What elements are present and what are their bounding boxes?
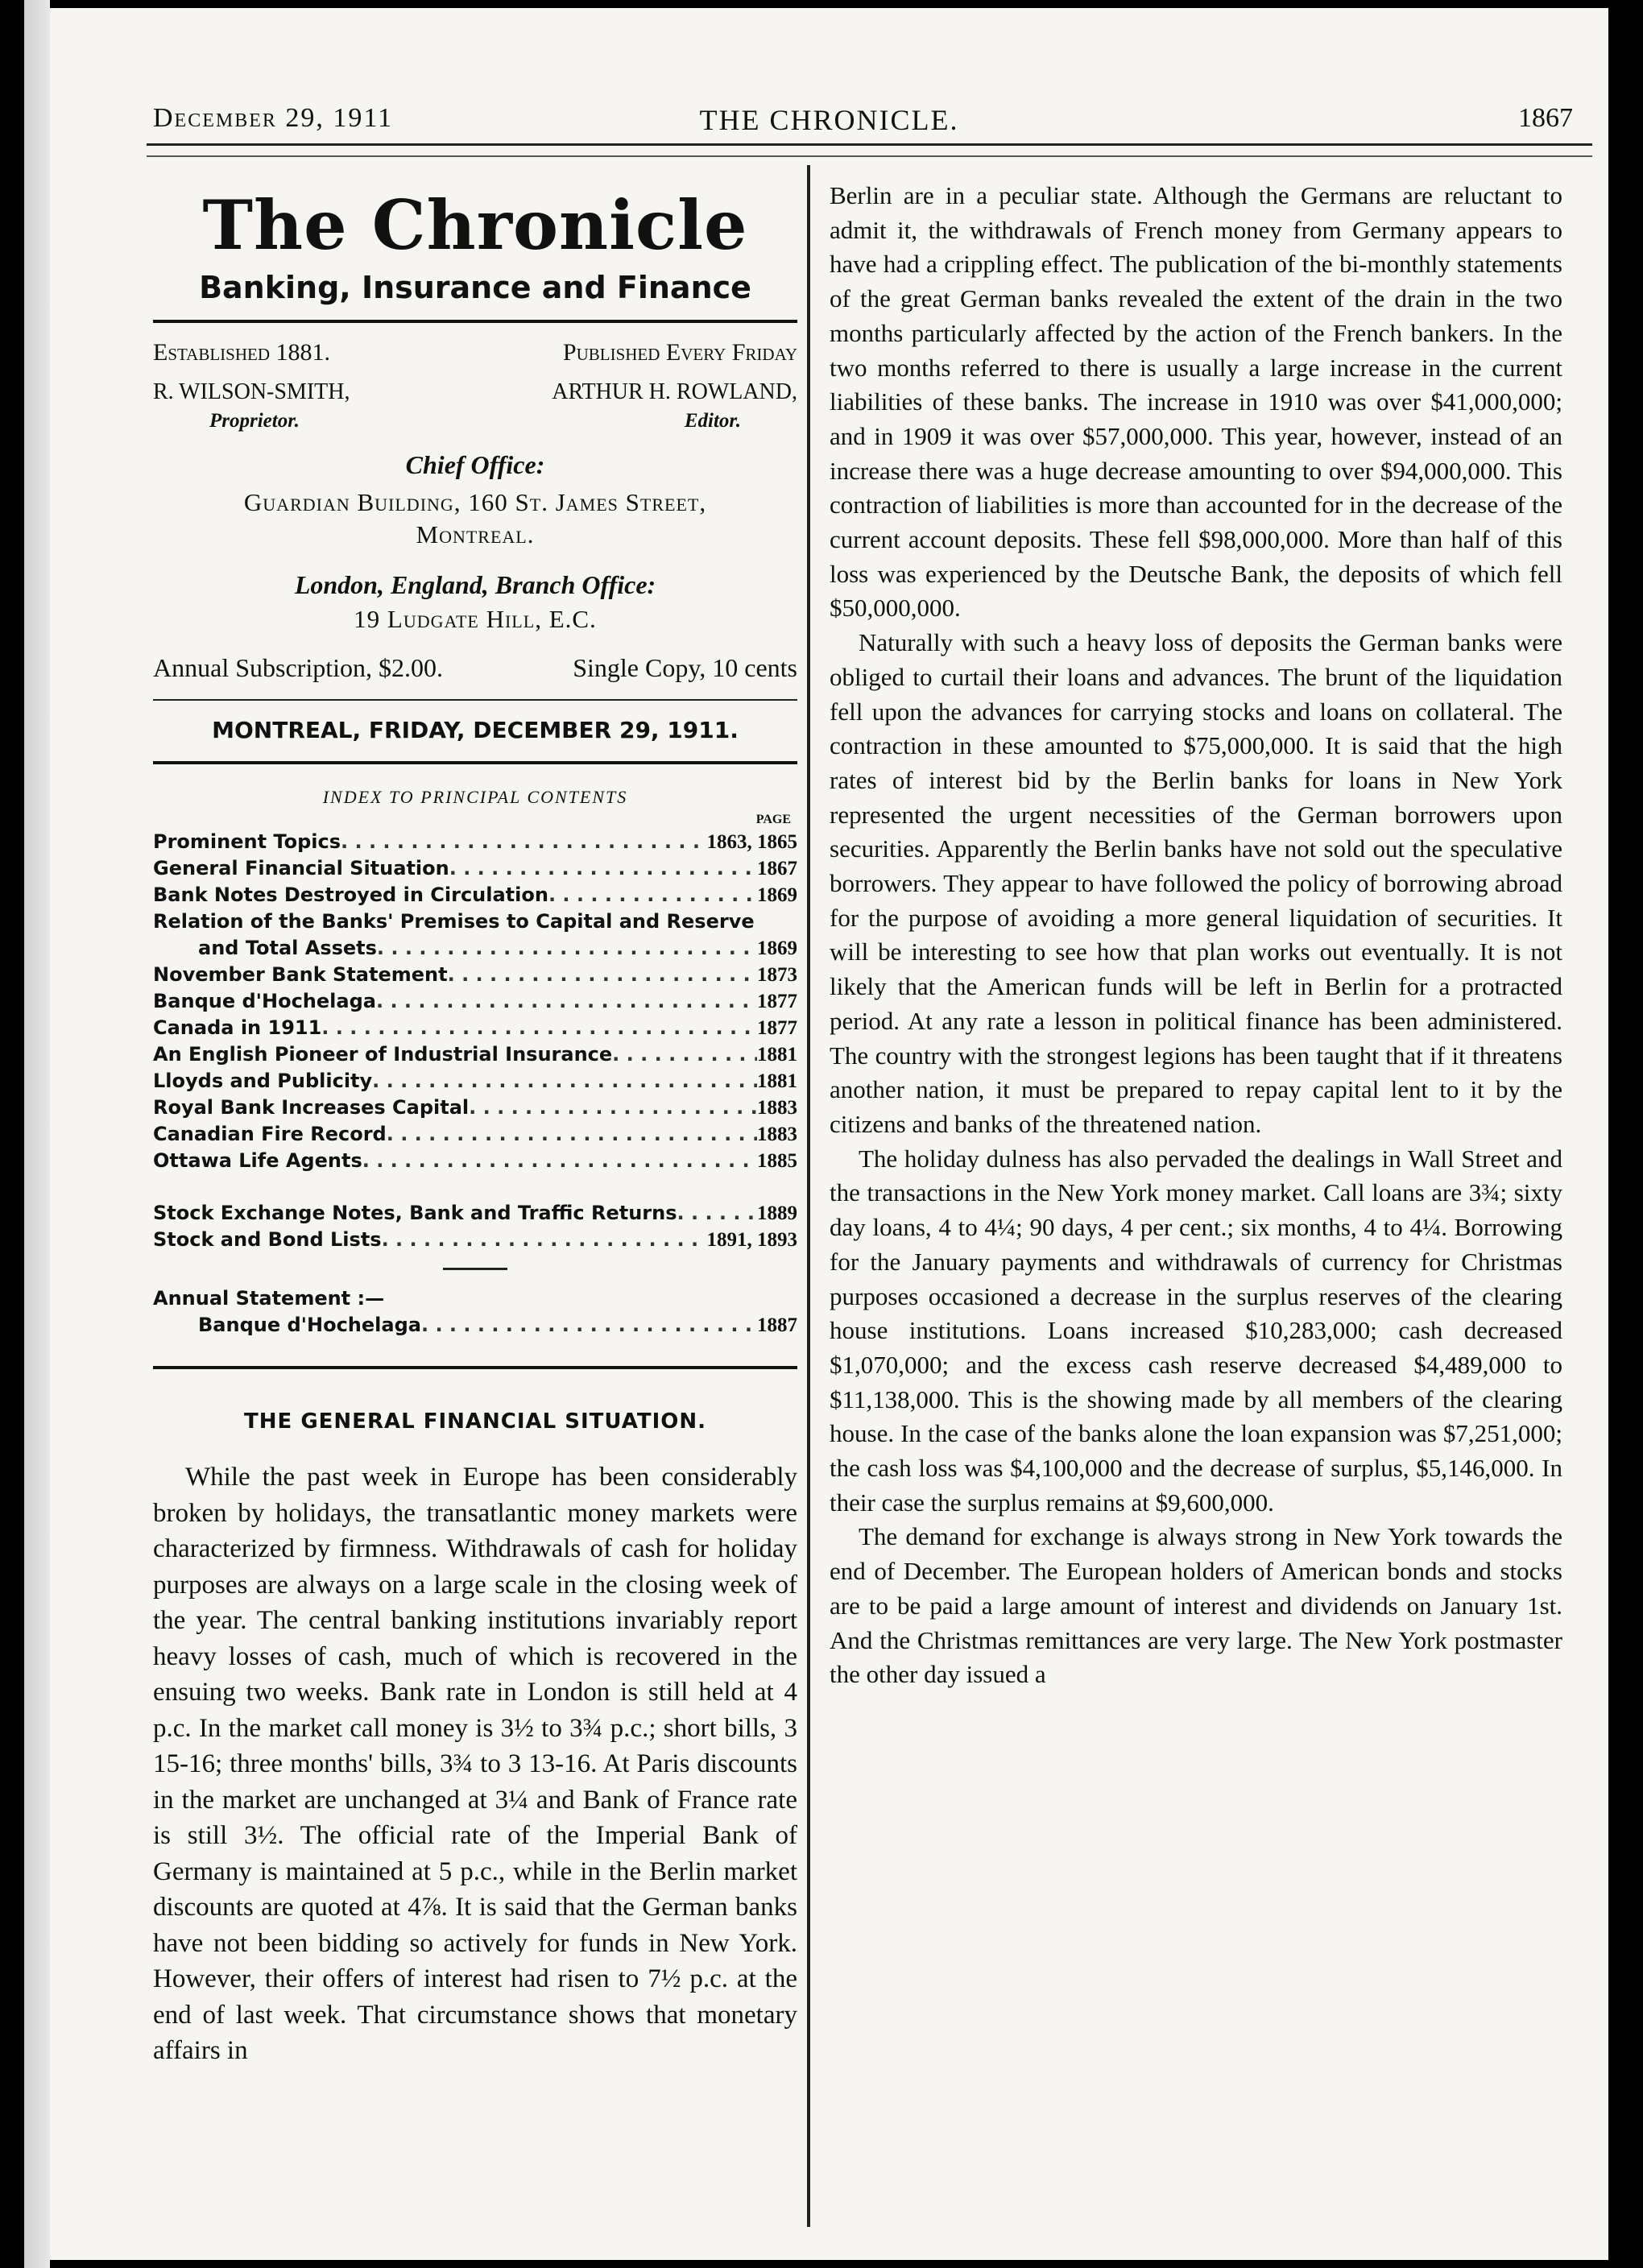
- article-paragraph: While the past week in Europe has been considerably broken by holidays, the transatlantic money markets were characterized by firmness. Withdrawals of cash for holiday purposes are always on a large scale in the closing week of the year. The central banking institutions invariably report heavy losses of cash, much of which is recovered in the ensuing two weeks. Bank rate in London is still held at 4 p.c. In the market call money is 3½ to 3¾ p.c.; short bills, 3 15-16; three months' bills, 3¾ to 3 13-16. At Paris discounts in the market are unchanged at 3¼ and Bank of France rate is still 3½. The official rate of the Imperial Bank of Germany is maintained at 5 p.c., while in the Berlin market discounts are quoted at 4⅞. It is said that the German banks have not been bidding so actively for funds in New York. However, their offers of interest had risen to 7½ p.c. at the end of last week. That circumstance shows that monetary affairs in: [153, 1463, 797, 2065]
- established: Established 1881.: [153, 339, 330, 366]
- index-entry-title: Royal Bank Increases Capital: [153, 1096, 470, 1119]
- left-column: [153, 169, 797, 2069]
- masthead-rule: [153, 320, 797, 323]
- index-entry-title: Banque d'Hochelaga: [153, 990, 376, 1012]
- index-entry-page: 1869: [757, 884, 797, 906]
- masthead-title: The Chronicle: [202, 185, 748, 265]
- index-entry-title: Bank Notes Destroyed in Circulation: [153, 884, 548, 906]
- index-entry-page: 1891, 1893: [706, 1229, 797, 1251]
- annual-entry-title: Banque d'Hochelaga: [198, 1314, 421, 1336]
- single-copy-price: Single Copy, 10 cents: [573, 653, 797, 682]
- editor-role: Editor.: [684, 410, 741, 432]
- chief-office-address: Guardian Building, 160 St. James Street,: [243, 488, 707, 516]
- dateline: MONTREAL, FRIDAY, DECEMBER 29, 1911.: [212, 717, 739, 743]
- running-head: [50, 103, 1608, 143]
- article-paragraph: The demand for exchange is always strong in New York towards the end of December. The European holders of American bonds and stocks are to be paid a large amount of interest and dividends on January 1st. And the Christmas remittances are very large. The New York postmaster the other day issued a: [830, 1522, 1562, 1689]
- scan-left-edge: [0, 0, 50, 2268]
- editor-name: ARTHUR H. ROWLAND,: [552, 379, 797, 404]
- annual-statement-entry[interactable]: [153, 1312, 797, 1339]
- chief-office-city: Montreal.: [416, 520, 535, 548]
- index-entry-title: Relation of the Banks' Premises to Capital and Reserve: [153, 910, 755, 933]
- right-column: [830, 179, 1562, 1692]
- index-entry-page: 1863, 1865: [706, 831, 797, 853]
- index-entry-title: November Bank Statement: [153, 963, 448, 986]
- index-entry-page: 1867: [757, 858, 797, 879]
- index-entry-title: Prominent Topics: [153, 830, 341, 853]
- dateline-rule-top: [153, 699, 797, 701]
- article-rule: [153, 1366, 797, 1369]
- index-entry[interactable]: [153, 1095, 797, 1121]
- index-divider: [443, 1268, 507, 1270]
- index-entry-title: General Financial Situation: [153, 857, 449, 879]
- index-entry[interactable]: [153, 1041, 797, 1068]
- article-paragraph: The holiday dulness has also pervaded the dealings in Wall Street and the transactions in the New York money market. Call loans are 3¾; sixty day loans, 4 to 4¼; 90 days, 4 per cent.; six months, 4 to 4¼. Borrowing for the January payments and withdrawals of currency for Christmas purposes occasioned a decrease in the surplus reserves of the clearing house institutions. Loans increased $10,283,000; cash decreased $1,070,000; and the excess cash reserve decreased $4,489,000 to $11,138,000. This is the showing made by all members of the clearing house. In the case of the banks alone the loan expansion was $7,251,000; the cash loss was $4,100,000 and the decrease of surplus, $5,146,000. In their case the surplus remains at $9,600,000.: [830, 1144, 1562, 1517]
- published-frequency: Published Every Friday: [562, 339, 797, 366]
- proprietor-role: Proprietor.: [209, 410, 300, 432]
- index-list-secondary: [153, 1200, 797, 1253]
- article-body-right: [830, 179, 1562, 1692]
- header-rule: [147, 143, 1592, 157]
- annual-subscription: Annual Subscription, $2.00.: [153, 653, 443, 682]
- index-entry-page: 1883: [757, 1124, 797, 1145]
- index-page-label: PAGE: [755, 813, 791, 826]
- article-body-left: [153, 1459, 797, 2069]
- index-entry[interactable]: [153, 1068, 797, 1095]
- annual-entry-page: 1887: [757, 1314, 797, 1336]
- index-entry-page: 1881: [757, 1070, 797, 1092]
- index-entry[interactable]: [153, 882, 797, 908]
- index-entry[interactable]: [153, 1200, 797, 1227]
- running-title: THE CHRONICLE.: [699, 104, 959, 136]
- index-entry[interactable]: [153, 855, 797, 882]
- subscription-info: [153, 653, 797, 683]
- index-entry[interactable]: [153, 935, 797, 962]
- column-rule: [807, 165, 810, 2227]
- index-entry-page: 1877: [757, 1017, 797, 1039]
- index-entry[interactable]: [153, 1148, 797, 1174]
- newspaper-page: [50, 8, 1608, 2260]
- index-entry-page: 1877: [757, 991, 797, 1012]
- index-entry-title: Lloyds and Publicity: [153, 1070, 373, 1092]
- index-entry[interactable]: [153, 1121, 797, 1148]
- index-entry-page: 1885: [757, 1150, 797, 1172]
- london-office-address: 19 Ludgate Hill, E.C.: [354, 605, 597, 633]
- index-entry[interactable]: [153, 1015, 797, 1041]
- index-title: INDEX TO PRINCIPAL CONTENTS: [322, 787, 628, 807]
- publication-info: [153, 339, 797, 366]
- scan-right-edge: [1608, 0, 1643, 2268]
- masthead-subtitle: Banking, Insurance and Finance: [199, 270, 751, 305]
- index-entry-page: 1883: [757, 1097, 797, 1119]
- index-entry-title: An English Pioneer of Industrial Insurance: [153, 1043, 613, 1066]
- dateline-rule-bottom: [153, 761, 797, 764]
- chief-office-label: Chief Office:: [405, 450, 545, 479]
- index-entry-title: Stock and Bond Lists: [153, 1228, 382, 1251]
- issue-date: December 29, 1911: [153, 103, 394, 133]
- index-entry-page: 1881: [757, 1044, 797, 1066]
- index-entry-title: Canada in 1911: [153, 1016, 322, 1039]
- index-entry-title: and Total Assets: [198, 937, 377, 959]
- staff-names: [153, 379, 797, 405]
- index-list: [153, 829, 797, 1174]
- index-entry[interactable]: [153, 988, 797, 1015]
- page-number: 1867: [1518, 103, 1573, 133]
- index-entry[interactable]: [153, 829, 797, 855]
- index-entry-page: 1869: [757, 937, 797, 959]
- index-entry-title: Stock Exchange Notes, Bank and Traffic Returns: [153, 1202, 677, 1224]
- index-entry-page: 1873: [757, 964, 797, 986]
- index-entry[interactable]: [153, 908, 797, 935]
- article-heading: THE GENERAL FINANCIAL SITUATION.: [244, 1409, 706, 1434]
- index-entry[interactable]: [153, 962, 797, 988]
- index-entry-page: 1889: [757, 1202, 797, 1224]
- index-entry-title: Canadian Fire Record: [153, 1123, 387, 1145]
- article-paragraph: Naturally with such a heavy loss of deposits the German banks were obliged to curtail their loans and advances. The brunt of the liquidation fell upon the advances for carrying stocks and loans on collateral. The contraction in these amounted to $75,000,000. It is said that the high rates of interest bid by the Berlin banks for loans in New York represented the urgent necessities of the German borrowers upon securities. Apparently the Berlin banks have not sold out the speculative borrowers. They appear to have followed the policy of borrowing abroad for the purpose of avoiding a more general liquidation of securities. It will be interesting to see how that plan works out eventually. It is not likely that the American funds will be left in Berlin for a protracted period. At any rate a lesson in political finance has been administered. The country with the strongest legions has been taught that if it threatens another nation, it must be prepared to repay capital lent to it by the citizens and banks of the threatened nation.: [830, 628, 1562, 1138]
- article-paragraph: Berlin are in a peculiar state. Although the Germans are reluctant to admit it, the withdrawals of French money from Germany appears to have had a crippling effect. The publication of the bi-monthly statements of the great German banks revealed the extent of the drain in the two months particularly affected by the action of the French bankers. In the two months referred to there is usually a large increase in the current liabilities of these banks. The increase in 1910 was over $41,000,000; and in 1909 it was over $57,000,000. This year, however, instead of an increase there was a huge decrease amounting to over $94,000,000. This contraction of liabilities is more than accounted for in the decrease of the current account deposits. These fell $98,000,000. More than half of this loss was experienced by the Deutsche Bank, the deposits of which fell $50,000,000.: [830, 181, 1562, 623]
- staff-roles: [153, 410, 797, 432]
- index-entry-title: Ottawa Life Agents: [153, 1149, 362, 1172]
- london-office-label: London, England, Branch Office:: [294, 570, 656, 599]
- annual-statement-label: Annual Statement :—: [153, 1287, 385, 1310]
- index-entry[interactable]: [153, 1227, 797, 1253]
- proprietor-name: R. WILSON-SMITH,: [153, 379, 350, 404]
